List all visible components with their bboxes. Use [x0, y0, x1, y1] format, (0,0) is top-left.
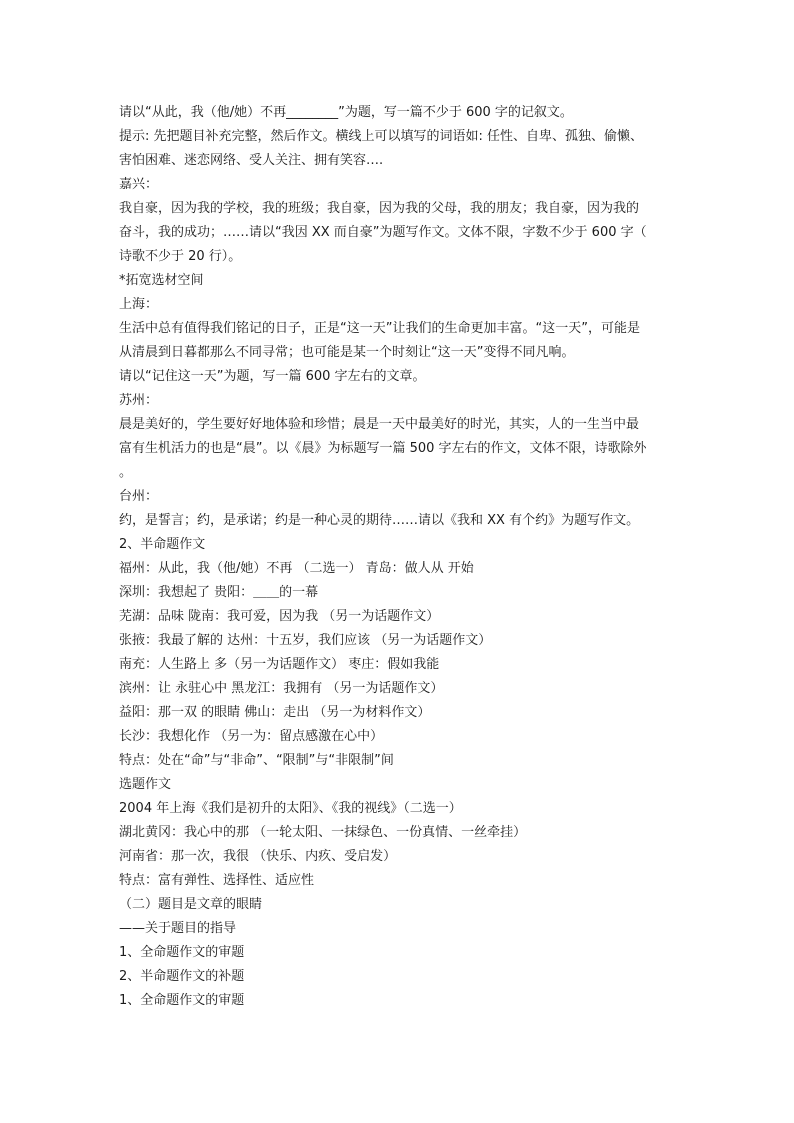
- topic-list-item: 南充：人生路上 多（另一为话题作文） 枣庄：假如我能: [119, 657, 440, 672]
- section-heading: 选题作文: [119, 777, 172, 792]
- section-heading: （二）题目是文章的眼睛: [119, 897, 263, 912]
- topic-list-item: 湖北黄冈：我心中的那 （一轮太阳、一抹绿色、一份真情、一丝牵挂）: [119, 825, 527, 840]
- essay-prompt-line: 奋斗，我的成功；……请以“我因 XX 而自豪”为题写作文。文体不限，字数不少于 600 字（: [119, 225, 647, 240]
- document-body: [119, 101, 681, 1013]
- hint-line: 害怕困难、迷恋网络、受人关注、拥有笑容….: [119, 153, 384, 168]
- essay-prompt-line: 从清晨到日暮都那么不同寻常；也可能是某一个时刻让“这一天”变得不同凡响。: [119, 345, 575, 360]
- outline-item: 1、全命题作文的审题: [119, 945, 245, 960]
- essay-prompt-line: 请以“记住这一天”为题，写一篇 600 字左右的文章。: [119, 369, 426, 384]
- essay-prompt-line: 生活中总有值得我们铭记的日子，正是“这一天”让我们的生命更加丰富。“这一天”，可能是: [119, 321, 640, 336]
- essay-prompt-line: 约，是誓言；约，是承诺；约是一种心灵的期待……请以《我和 XX 有个约》为题写作文。: [119, 513, 640, 528]
- topic-list-item: 2004 年上海《我们是初升的太阳》、《我的视线》（二选一）: [119, 801, 462, 816]
- region-heading: 台州：: [119, 489, 159, 504]
- outline-item: 1、全命题作文的审题: [119, 993, 245, 1008]
- essay-prompt-line: 诗歌不少于 20 行）。: [119, 249, 242, 264]
- section-heading: *拓宽选材空间: [119, 273, 204, 288]
- essay-prompt-line: 晨是美好的，学生要好好地体验和珍惜；晨是一天中最美好的时光，其实，人的一生当中最: [119, 417, 640, 432]
- essay-prompt-line: 请以“从此，我（他/她）不再________”为题，写一篇不少于 600 字的记叙文。: [119, 105, 573, 120]
- topic-list-item: 深圳：我想起了 贵阳：＿＿的一幕: [119, 585, 319, 600]
- subsection-heading: ——关于题目的指导: [119, 921, 237, 936]
- feature-summary: 特点：富有弹性、选择性、适应性: [119, 873, 315, 888]
- topic-list-item: 张掖：我最了解的 达州：十五岁，我们应该 （另一为话题作文）: [119, 633, 492, 648]
- region-heading: 苏州：: [119, 393, 159, 408]
- outline-item: 2、半命题作文的补题: [119, 969, 245, 984]
- topic-list-item: 滨州：让 永驻心中 黑龙江：我拥有 （另一为话题作文）: [119, 681, 444, 696]
- feature-summary: 特点：处在“命”与“非命”、“限制”与“非限制”间: [119, 753, 394, 768]
- region-heading: 嘉兴：: [119, 177, 159, 192]
- essay-prompt-line: 我自豪，因为我的学校，我的班级；我自豪，因为我的父母，我的朋友；我自豪，因为我的: [119, 201, 640, 216]
- topic-list-item: 长沙：我想化作 （另一为：留点感激在心中）: [119, 729, 384, 744]
- topic-list-item: 福州：从此，我（他/她）不再 （二选一） 青岛：做人从 开始: [119, 561, 474, 576]
- topic-list-item: 益阳：那一双 的眼睛 佛山：走出 （另一为材料作文）: [119, 705, 431, 720]
- essay-prompt-line: 。: [119, 465, 133, 480]
- topic-list-item: 河南省：那一次，我很 （快乐、内疚、受启发）: [119, 849, 397, 864]
- section-heading: 2、半命题作文: [119, 537, 206, 552]
- topic-list-item: 芜湖：品味 陇南：我可爱，因为我 （另一为话题作文）: [119, 609, 440, 624]
- region-heading: 上海：: [119, 297, 159, 312]
- hint-line: 提示: 先把题目补充完整，然后作文。横线上可以填写的词语如: 任性、自卑、孤独、偷懒、: [119, 129, 644, 144]
- essay-prompt-line: 富有生机活力的也是“晨”。以《晨》为标题写一篇 500 字左右的作文，文体不限，诗歌除外: [119, 441, 647, 456]
